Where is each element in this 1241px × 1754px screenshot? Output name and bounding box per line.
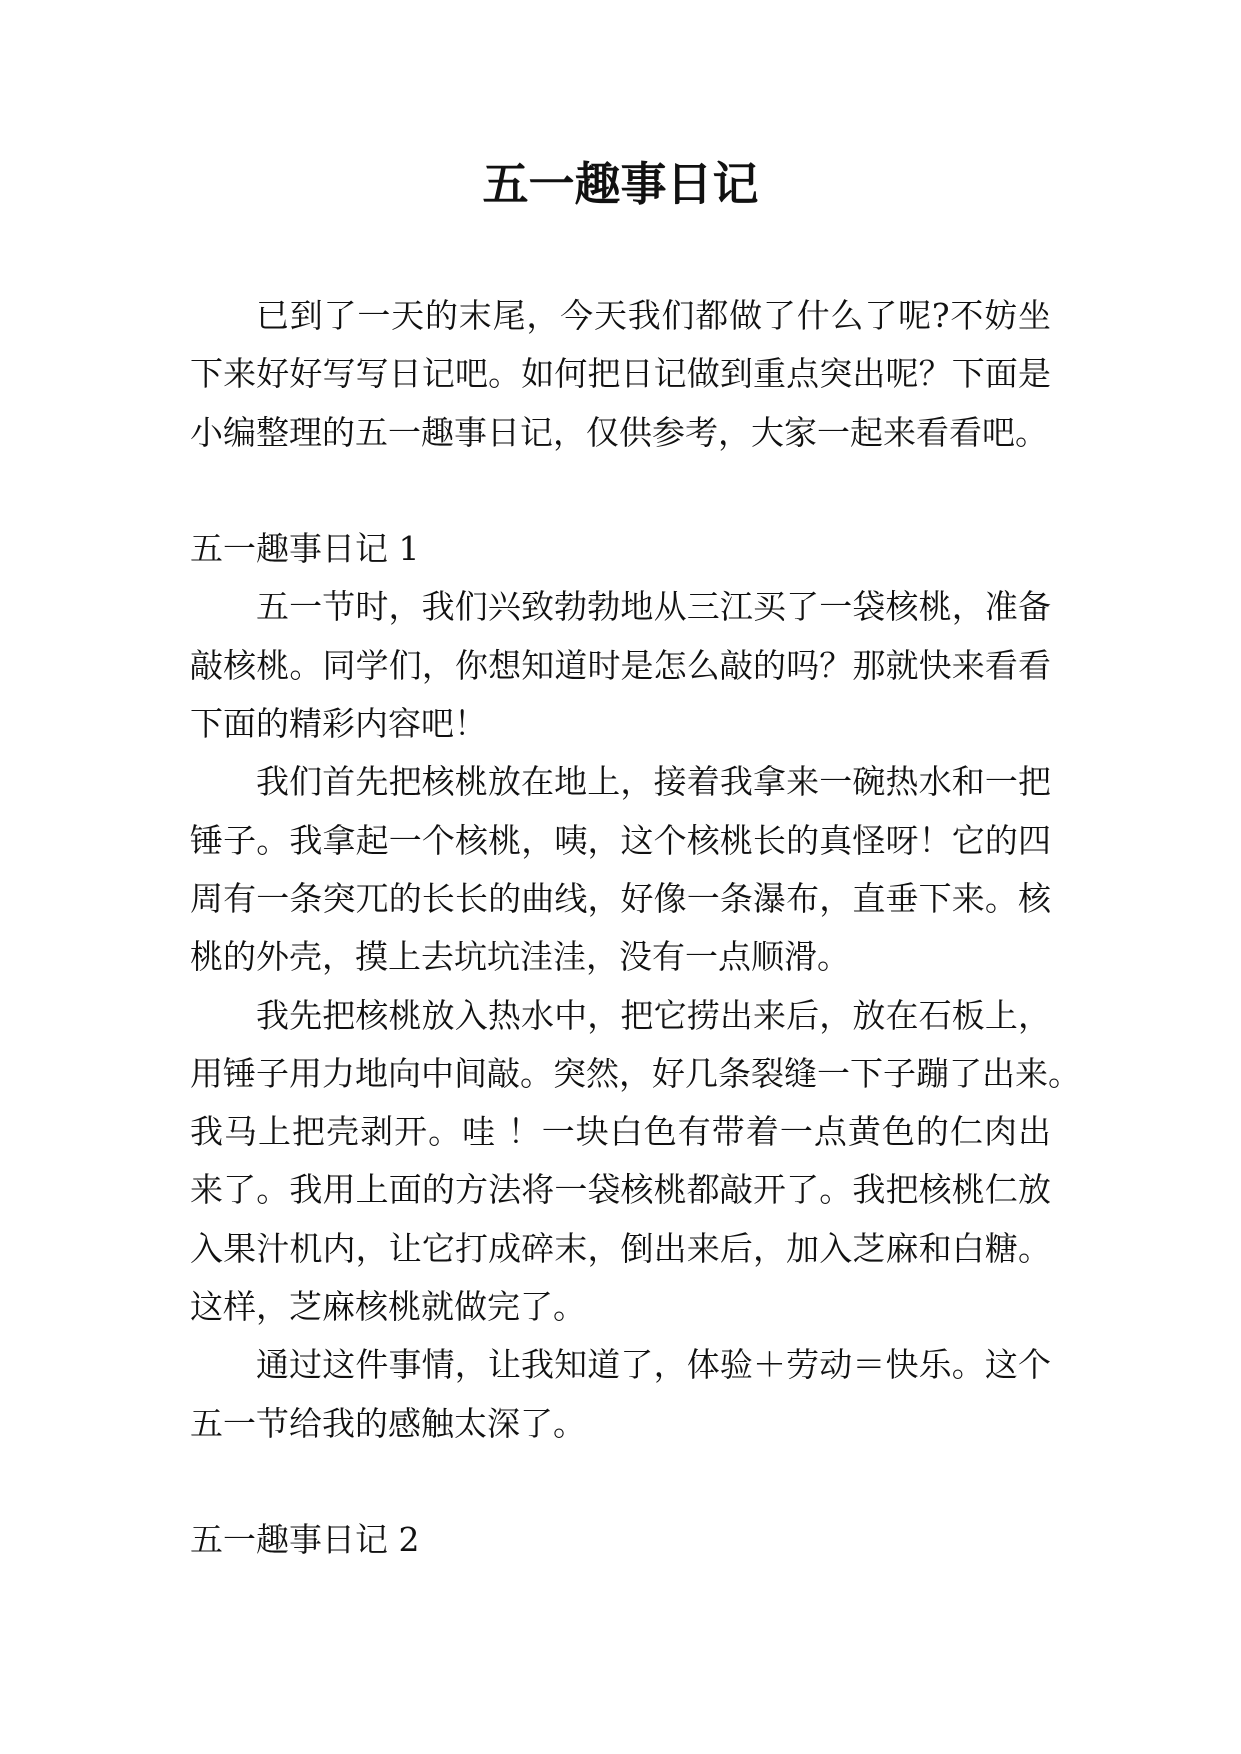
body-line: 这样，芝麻核桃就做完了。	[190, 1287, 586, 1327]
document-title: 五一趣事日记	[482, 157, 759, 211]
paragraph	[190, 578, 1051, 753]
body-line: 周有一条突兀的长长的曲线，好像一条瀑布，直垂下来。核	[190, 878, 1051, 918]
paragraph	[190, 987, 1081, 1337]
body-line: 通过这件事情，让我知道了，体验＋劳动＝快乐。这个	[256, 1345, 1051, 1385]
body-line: 已到了一天的末尾，今天我们都做了什么了呢?不妨坐	[256, 296, 1051, 335]
body-line: 入果汁机内，让它打成碎末，倒出来后，加入芝麻和白糖。	[190, 1228, 1051, 1268]
section-heading: 五一趣事日记 2	[190, 1520, 420, 1560]
blank-line	[190, 462, 1051, 520]
body-line: 桃的外壳，摸上去坑坑洼洼，没有一点顺滑。	[190, 937, 850, 977]
section-heading: 五一趣事日记 1	[190, 529, 420, 569]
body-line: 来了。我用上面的方法将一袋核桃都敲开了。我把核桃仁放	[190, 1170, 1051, 1210]
body-line: 用锤子用力地向中间敲。突然，好几条裂缝一下子蹦了出来。	[190, 1053, 1081, 1093]
body-line: 五一节给我的感触太深了。	[190, 1403, 586, 1443]
body-line: 五一节时，我们兴致勃勃地从三江买了一袋核桃，准备	[256, 587, 1051, 627]
body-line: 锤子。我拿起一个核桃，咦，这个核桃长的真怪呀！它的四	[190, 820, 1051, 860]
blank-line	[190, 1453, 1051, 1511]
body-line: 我先把核桃放入热水中，把它捞出来后，放在石板上，	[256, 995, 1051, 1035]
intro-paragraph	[190, 287, 1051, 462]
body-line: 小编整理的五一趣事日记，仅供参考，大家一起来看看吧。	[190, 412, 1048, 452]
document-body	[190, 287, 1081, 1570]
body-line: 下来好好写写日记吧。如何把日记做到重点突出呢？下面是	[190, 354, 1051, 394]
body-line: 下面的精彩内容吧！	[190, 704, 487, 744]
paragraph	[190, 1336, 1051, 1453]
paragraph	[190, 753, 1051, 986]
body-line: 敲核桃。同学们，你想知道时是怎么敲的吗？那就快来看看	[190, 645, 1051, 685]
body-line: 我马上把壳剥开。哇 ！一块白色有带着一点黄色的仁肉出	[190, 1112, 1051, 1152]
body-line: 我们首先把核桃放在地上，接着我拿来一碗热水和一把	[256, 762, 1051, 802]
